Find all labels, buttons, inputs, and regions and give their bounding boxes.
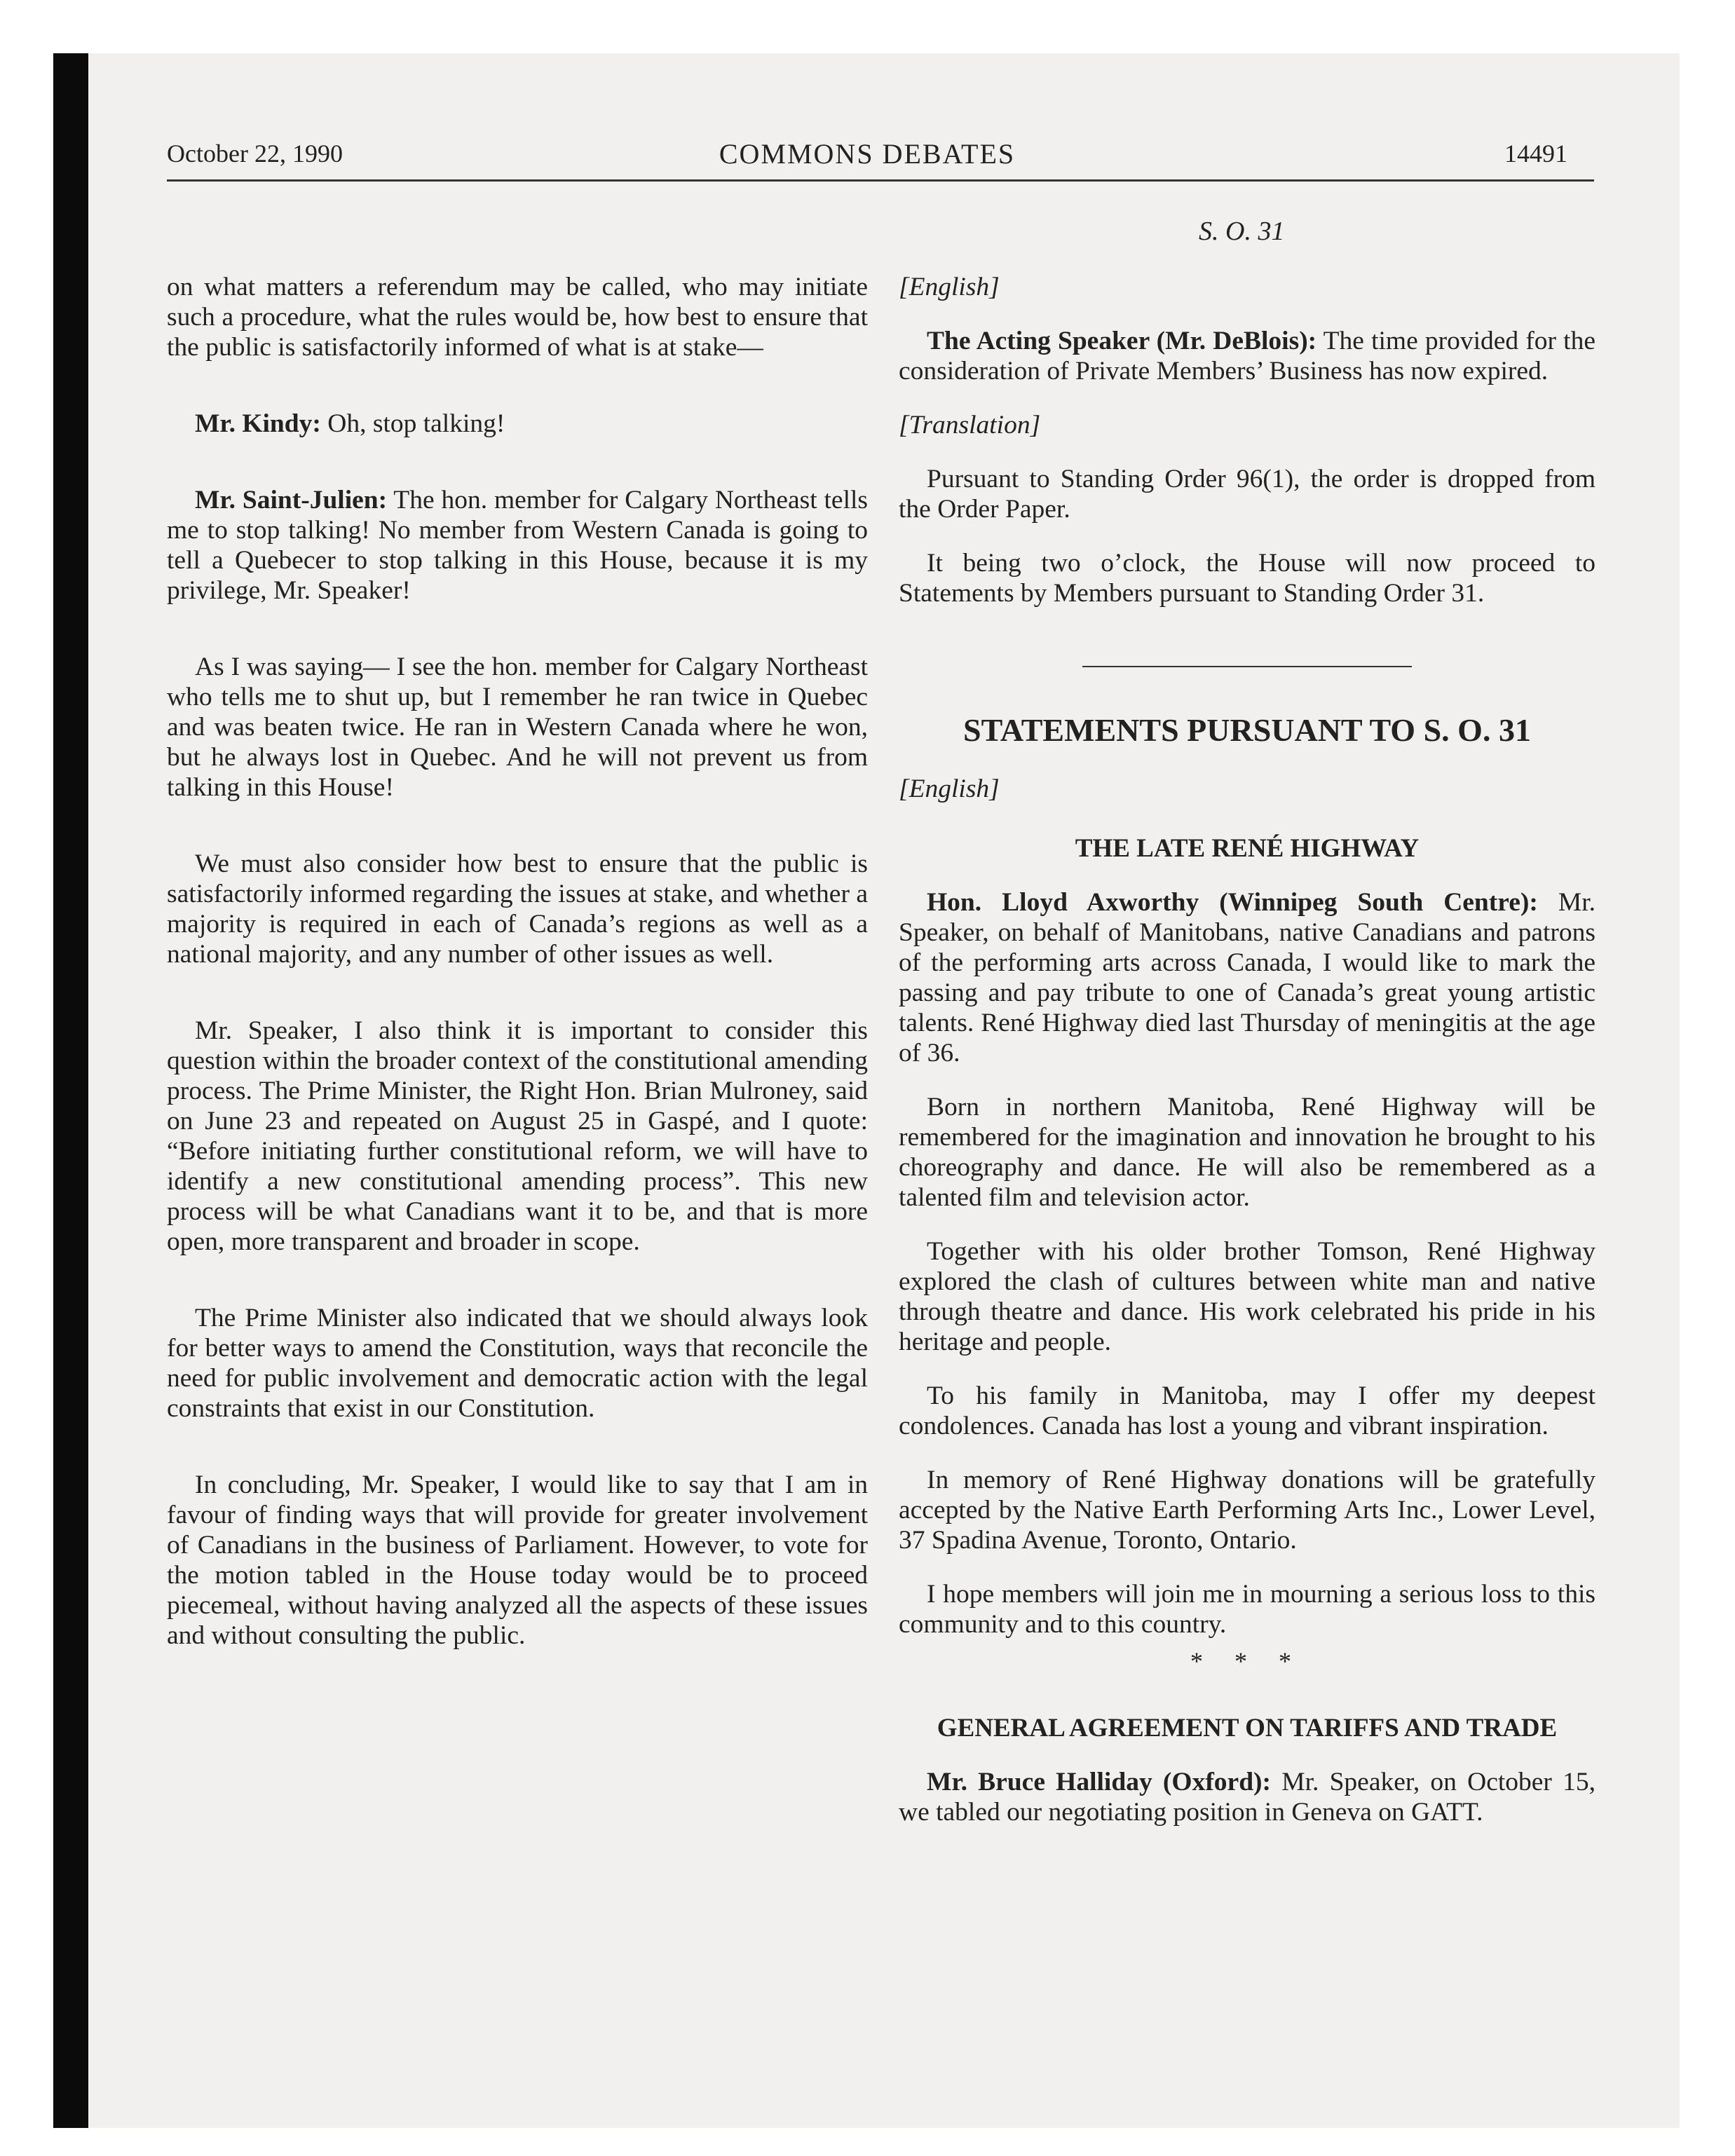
standing-order-label: S. O. 31 bbox=[1199, 217, 1285, 246]
speaker-kindy bbox=[167, 409, 868, 439]
section-separator-stars: * * * bbox=[1190, 1647, 1304, 1675]
header-rule bbox=[167, 179, 1594, 182]
page-header bbox=[167, 135, 1567, 177]
speech-text: Oh, stop talking! bbox=[320, 409, 505, 438]
right-column bbox=[899, 272, 1595, 1827]
translation-tag: [Translation] bbox=[899, 411, 1041, 439]
paragraph: Together with his older brother Tomson, René Highway explored the clash of cultures between white man and native through theatre and dance. His work celebrated his pride in his heritage and people. bbox=[899, 1237, 1595, 1356]
section-heading: STATEMENTS PURSUANT TO S. O. 31 bbox=[963, 712, 1531, 748]
scan-edge bbox=[53, 53, 88, 2128]
paragraph: We must also consider how best to ensure that the public is satisfactorily informed regarding the issues at stake, and whether a majority is required in each of Canada’s regions as well as a national majority, and any number of other issues as well. bbox=[167, 850, 868, 969]
paragraph: Born in northern Manitoba, René Highway will be remembered for the imagination and innovation he brought to his choreography and dance. He will also be remembered as a talented film and television actor. bbox=[899, 1093, 1595, 1212]
paragraph: on what matters a referendum may be called, who may initiate such a procedure, what the rules would be, how best to ensure that the public is satisfactorily informed of what is at stake— bbox=[167, 273, 868, 362]
paragraph: The Prime Minister also indicated that we should always look for better ways to amend the Constitution, ways that reconcile the need for public involvement and democratic action with the legal constraints that exist in our Constitution. bbox=[167, 1304, 868, 1423]
speaker-axworthy bbox=[899, 887, 1595, 1068]
header-page-number: 14491 bbox=[1504, 139, 1567, 168]
speaker-name: The Acting Speaker (Mr. DeBlois): bbox=[927, 327, 1317, 355]
speaker-acting-speaker bbox=[899, 326, 1595, 386]
paragraph: To his family in Manitoba, may I offer my deepest condolences. Canada has lost a young and vibrant inspiration. bbox=[899, 1381, 1595, 1440]
paragraph: It being two o’clock, the House will now proceed to Statements by Members pursuant to Standing Order 31. bbox=[899, 549, 1595, 608]
statement-heading: GENERAL AGREEMENT ON TARIFFS AND TRADE bbox=[937, 1714, 1558, 1742]
left-column bbox=[167, 272, 868, 1651]
speaker-name: Mr. Saint-Julien: bbox=[195, 486, 388, 514]
header-date: October 22, 1990 bbox=[167, 139, 343, 168]
speech-text: Mr. Speaker, on October 15, we tabled our negotiating position in Geneva on GATT. bbox=[899, 1768, 1595, 1827]
speech-text: The time provided for the consideration of Private Members’ Business has now expired. bbox=[899, 327, 1595, 386]
paragraph: In concluding, Mr. Speaker, I would like to say that I am in favour of finding ways that will provide for greater involvement of Canadians in the business of Parliament. However, to vote for the motion tabled in the House today would be to proceed piecemeal, without having analyzed all the aspects of these issues and without consulting the public. bbox=[167, 1471, 868, 1650]
speaker-name: Hon. Lloyd Axworthy (Winnipeg South Centre): bbox=[927, 888, 1538, 917]
paragraph: I hope members will join me in mourning a serious loss to this community and to this country. bbox=[899, 1580, 1595, 1639]
speaker-name: Mr. Bruce Halliday (Oxford): bbox=[927, 1768, 1272, 1796]
paragraph: As I was saying— I see the hon. member for Calgary Northeast who tells me to shut up, but I remember he ran twice in Quebec and was beaten twice. He ran in Western Canada where he won, but he always lost in Quebec. And he will not prevent us from talking in this House! bbox=[167, 653, 868, 802]
speaker-saint-julien bbox=[167, 485, 868, 606]
speaker-halliday bbox=[899, 1767, 1595, 1827]
speaker-name: Mr. Kindy: bbox=[195, 409, 321, 438]
paragraph: Pursuant to Standing Order 96(1), the order is dropped from the Order Paper. bbox=[899, 465, 1595, 524]
language-tag: [English] bbox=[899, 273, 1000, 301]
header-title: COMMONS DEBATES bbox=[719, 138, 1016, 170]
statement-heading: THE LATE RENÉ HIGHWAY bbox=[1075, 834, 1420, 863]
speech-text: The hon. member for Calgary Northeast tells me to stop talking! No member from Western Canada is going to tell a Quebecer to stop talking in this House, because it is my privilege, Mr. Speaker! bbox=[167, 486, 868, 605]
paragraph: Mr. Speaker, I also think it is important to consider this question within the broader context of the constitutional amending process. The Prime Minister, the Right Hon. Brian Mulroney, said on June 23 and repeated on August 25 in Gaspé, and I quote: “Before initiating further constitutional reform, we will have to identify a new constitutional amending process”. This new process will be what Canadians want it to be, and that is more open, more transparent and broader in scope. bbox=[167, 1016, 868, 1256]
paragraph: In memory of René Highway donations will be gratefully accepted by the Native Earth Performing Arts Inc., Lower Level, 37 Spadina Avenue, Toronto, Ontario. bbox=[899, 1466, 1595, 1555]
language-tag: [English] bbox=[899, 775, 1000, 803]
speech-text: Mr. Speaker, on behalf of Manitobans, native Canadians and patrons of the performing arts across Canada, I would like to mark the passing and pay tribute to one of Canada’s great young artistic talents. René Highway died last Thursday of meningitis at the age of 36. bbox=[899, 888, 1595, 1067]
